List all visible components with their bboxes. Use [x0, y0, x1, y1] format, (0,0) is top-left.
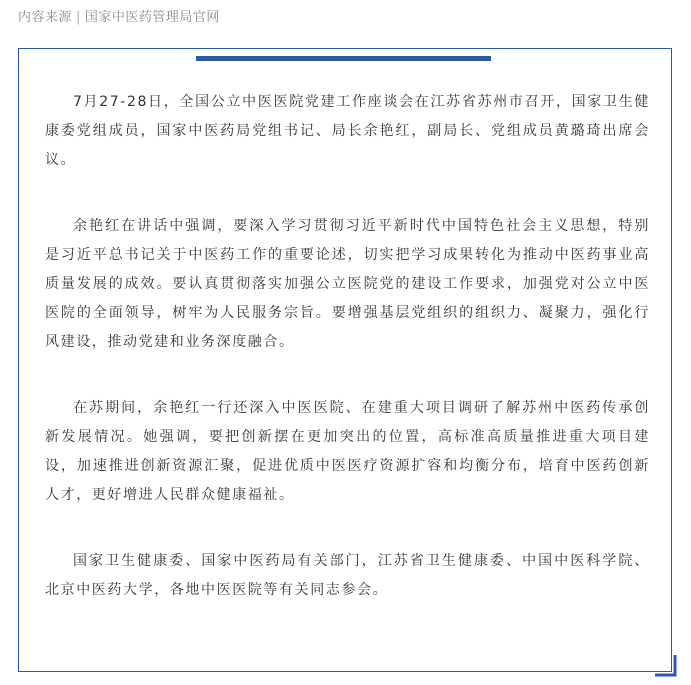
article-paragraph-3: 在苏期间，余艳红一行还深入中医医院、在建重大项目调研了解苏州中医药传承创新发展情况。她强调，要把创新摆在更加突出的位置，高标准高质量推进重大项目建设，加速推进创新资源汇聚，促进优质中医医疗资源扩容和均衡分布，培育中医药创新人才，更好增进人民群众健康福祉。 [45, 400, 650, 503]
source-line [18, 6, 220, 25]
article-paragraph-2: 余艳红在讲话中强调，要深入学习贯彻习近平新时代中国特色社会主义思想，特别是习近平总书记关于中医药工作的重要论述，切实把学习成果转化为推动中医药事业高质量发展的成效。要认真贯彻落实加强公立医院党的建设工作要求，加强党对公立中医医院的全面领导，树牢为人民服务宗旨。要增强基层党组织的组织力、凝聚力，强化行风建设，推动党建和业务深度融合。 [45, 218, 650, 350]
source-separator: | [76, 10, 81, 25]
article-paragraph-1: 7月27-28日，全国公立中医医院党建工作座谈会在江苏省苏州市召开，国家卫生健康委党组成员，国家中医药局党组书记、局长余艳红，副局长、党组成员黄璐琦出席会议。 [45, 94, 650, 168]
article-paragraph-4: 国家卫生健康委、国家中医药局有关部门，江苏省卫生健康委、中国中医科学院、北京中医药大学，各地中医医院等有关同志参会。 [45, 553, 650, 598]
source-value: 国家中医药管理局官网 [84, 10, 220, 25]
frame-top-accent-bar [196, 56, 491, 61]
source-label: 内容来源 [18, 10, 73, 25]
article-body [45, 88, 650, 642]
corner-decoration-icon [653, 653, 677, 677]
